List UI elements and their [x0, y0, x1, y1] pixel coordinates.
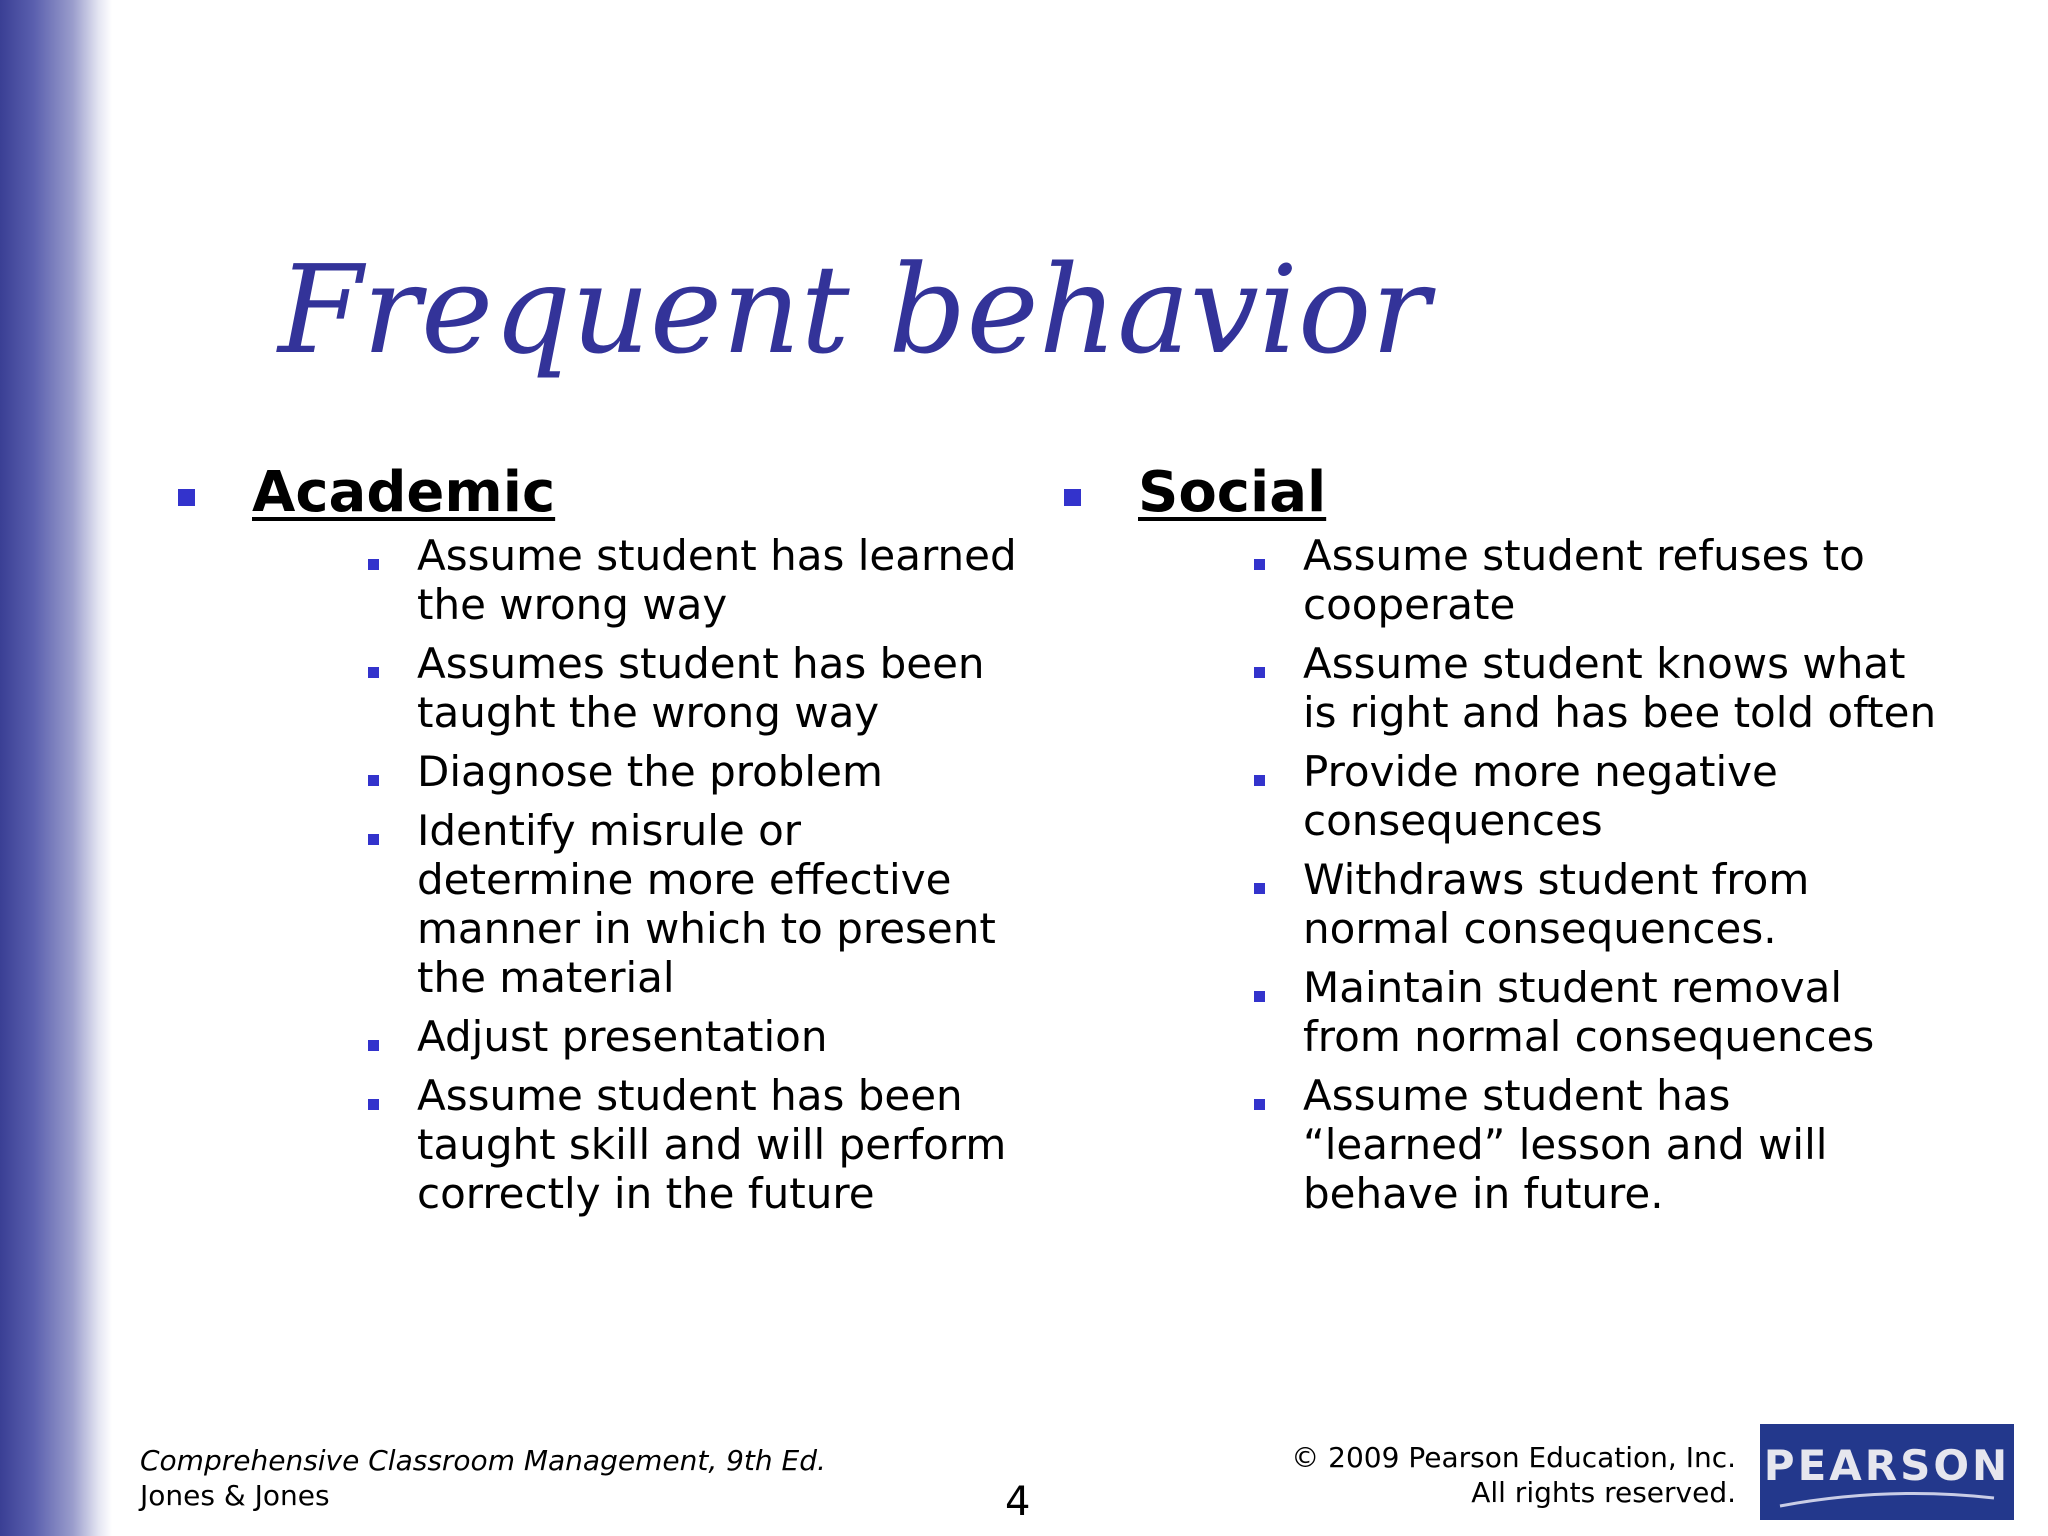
- book-title: Comprehensive Classroom Management, 9th Ed.: [140, 1444, 826, 1477]
- list-item: Assume student has been taught skill and will perform correctly in the future: [172, 1071, 1012, 1218]
- side-gradient-bar: [0, 0, 112, 1536]
- square-bullet-icon: [368, 834, 379, 845]
- square-bullet-icon: [178, 489, 195, 506]
- square-bullet-icon: [1064, 489, 1081, 506]
- square-bullet-icon: [1254, 667, 1265, 678]
- square-bullet-icon: [1254, 991, 1265, 1002]
- academic-heading-row: [172, 455, 1012, 531]
- list-item: Assume student has “learned” lesson and will behave in future.: [1058, 1071, 1958, 1218]
- footer-book-info: [140, 1443, 826, 1513]
- list-item: Identify misrule or determine more effective manner in which to present the material: [172, 806, 1012, 1002]
- academic-heading: Academic: [252, 460, 556, 525]
- pearson-logo: [1760, 1424, 2014, 1520]
- logo-swoosh-icon: [1760, 1424, 2014, 1520]
- list-item: Maintain student removal from normal consequences: [1058, 963, 1958, 1061]
- copyright-notice: [1291, 1440, 1736, 1510]
- list-item: Diagnose the problem: [172, 747, 1012, 796]
- social-heading: Social: [1138, 460, 1327, 525]
- copyright-line-2: All rights reserved.: [1471, 1476, 1736, 1509]
- list-item: Adjust presentation: [172, 1012, 1012, 1061]
- square-bullet-icon: [1254, 883, 1265, 894]
- academic-column: [172, 455, 1017, 1228]
- social-column: [1058, 455, 1958, 1228]
- square-bullet-icon: [368, 775, 379, 786]
- square-bullet-icon: [368, 559, 379, 570]
- square-bullet-icon: [368, 1099, 379, 1110]
- logo-text: PEARSON: [1763, 1441, 2011, 1490]
- list-item: Assumes student has been taught the wrong way: [172, 639, 1012, 737]
- square-bullet-icon: [368, 667, 379, 678]
- list-item: Provide more negative consequences: [1058, 747, 1958, 845]
- square-bullet-icon: [368, 1040, 379, 1051]
- square-bullet-icon: [1254, 559, 1265, 570]
- list-item: Assume student knows what is right and has bee told often: [1058, 639, 1958, 737]
- copyright-line-1: © 2009 Pearson Education, Inc.: [1291, 1441, 1736, 1474]
- square-bullet-icon: [1254, 1099, 1265, 1110]
- list-item: Assume student refuses to cooperate: [1058, 531, 1958, 629]
- social-heading-row: [1058, 455, 1958, 531]
- book-authors: Jones & Jones: [140, 1479, 330, 1512]
- slide-title: Frequent behavior: [278, 239, 1430, 381]
- list-item: Assume student has learned the wrong way: [172, 531, 1012, 629]
- page-number: 4: [1005, 1479, 1031, 1525]
- list-item: Withdraws student from normal consequences.: [1058, 855, 1958, 953]
- square-bullet-icon: [1254, 775, 1265, 786]
- social-list: [1058, 531, 1958, 1218]
- academic-list: [172, 531, 1017, 1218]
